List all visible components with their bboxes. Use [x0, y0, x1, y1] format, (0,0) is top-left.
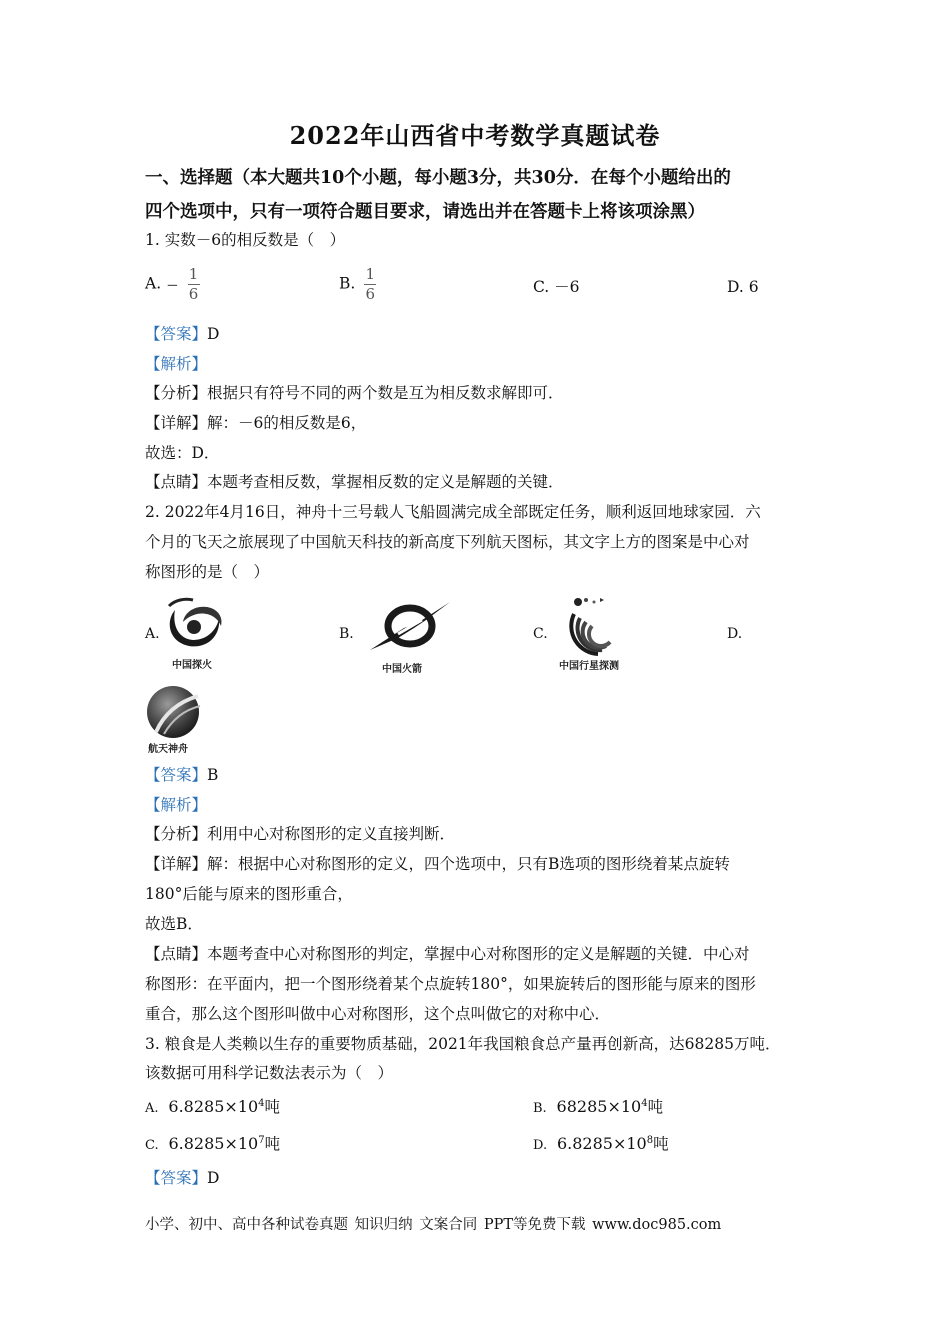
q1-option-c: C. －6: [533, 278, 580, 296]
shenzhou-logo-icon: [144, 684, 202, 744]
q1-detail-text: 解：－6的相反数是6，: [207, 414, 367, 432]
q3-option-a-exponent: 4: [258, 1097, 265, 1109]
q1-answer-value: D: [207, 325, 220, 343]
q3-option-a-mantissa: 6.8285×10: [168, 1097, 259, 1116]
q1-analysis-text: 根据只有符号不同的两个数是互为相反数求解即可．: [207, 384, 564, 402]
q2-analysis-text: 利用中心对称图形的定义直接判断．: [207, 825, 456, 843]
q3-option-b: [533, 1097, 663, 1119]
china-rocket-logo-icon: [368, 598, 452, 660]
page-title: 2022年山西省中考数学真题试卷: [289, 121, 661, 150]
q2-comment-line1: [145, 944, 750, 964]
q2-detail-line2: 180°后能与原来的图形重合，: [145, 885, 353, 903]
q2-stem-line1: 2. 2022年4月16日，神舟十三号载人飞船圆满完成全部既定任务，顺利返回地球家园．六: [145, 503, 761, 521]
q2-option-b-label: B.: [339, 626, 354, 642]
q1-detail: [145, 413, 366, 433]
q2-option-d-caption: 航天神舟: [148, 744, 188, 755]
page-footer: 小学、初中、高中各种试卷真题 知识归纳 文案合同 PPT等免费下载 www.doc985.com: [145, 1217, 722, 1233]
q2-comment-line2: 称图形：在平面内，把一个图形绕着某个点旋转180°，如果旋转后的图形能与原来的图形: [145, 975, 756, 993]
q3-option-d: [533, 1134, 669, 1156]
q3-option-b-exponent: 4: [641, 1097, 648, 1109]
q2-detail-line1: [145, 854, 730, 874]
analysis-tag: 【分析】: [145, 384, 208, 402]
section-heading-line1: 一、选择题（本大题共10个小题，每小题3分，共30分．在每个小题给出的: [145, 168, 731, 188]
q1-analysis: [145, 383, 564, 403]
china-planet-exploration-logo-icon: [564, 594, 628, 660]
q3-option-a: [145, 1097, 280, 1119]
q3-option-a-unit: 吨: [264, 1098, 281, 1116]
q1-option-b-label: B.: [339, 274, 356, 293]
q1-option-b-numerator: 1: [365, 265, 376, 283]
q1-answer: [145, 324, 219, 344]
q2-answer-value: B: [207, 766, 219, 784]
q1-option-a-numerator: 1: [188, 265, 199, 283]
q2-option-c-caption: 中国行星探测: [559, 661, 619, 672]
q3-option-d-label: D.: [533, 1138, 548, 1153]
q3-option-d-exponent: 8: [646, 1134, 654, 1146]
q1-option-a-denominator: 6: [188, 285, 199, 303]
q1-comment: [145, 472, 564, 492]
q3-option-c-label: C.: [145, 1138, 159, 1153]
answer-tag: 【答案】: [145, 325, 208, 343]
q3-answer: [145, 1168, 219, 1188]
q1-option-a: [145, 266, 200, 303]
q2-stem-line3: 称图形的是（ ）: [145, 563, 270, 581]
q1-option-b-fraction: [364, 266, 376, 303]
q3-option-b-unit: 吨: [647, 1098, 664, 1116]
q3-option-b-label: B.: [533, 1101, 547, 1116]
q2-stem-line2: 个月的飞天之旅展现了中国航天科技的新高度下列航天图标，其文字上方的图案是中心对: [145, 533, 750, 551]
q3-option-d-mantissa: 6.8285×10: [556, 1134, 647, 1153]
q2-option-a-caption: 中国探火: [172, 660, 212, 671]
q1-analysis-head: [145, 354, 207, 374]
q3-option-d-unit: 吨: [653, 1135, 669, 1153]
section-heading-line2: 四个选项中，只有一项符合题目要求，请选出并在答题卡上将该项涂黑）: [145, 202, 705, 222]
q1-option-b: [339, 266, 376, 303]
q2-detail-text: 解：根据中心对称图形的定义，四个选项中，只有B选项的图形绕着某点旋转: [207, 855, 730, 873]
q2-choose: 故选B．: [145, 915, 203, 933]
china-mars-logo-icon: [163, 596, 227, 658]
analysis-tag: 【分析】: [145, 825, 208, 843]
analysis-head-tag: 【解析】: [145, 796, 208, 814]
q3-option-c-mantissa: 6.8285×10: [168, 1134, 259, 1153]
analysis-head-tag: 【解析】: [145, 355, 208, 373]
q1-option-d: D. 6: [727, 278, 759, 296]
q3-answer-value: D: [207, 1169, 220, 1187]
q3-option-c-unit: 吨: [264, 1135, 281, 1153]
q1-stem: 1. 实数－6的相反数是（ ）: [145, 231, 346, 249]
answer-tag: 【答案】: [145, 1169, 208, 1187]
q2-answer: [145, 765, 218, 785]
q2-comment-line3: 重合，那么这个图形叫做中心对称图形，这个点叫做它的对称中心．: [145, 1005, 611, 1023]
q2-option-a-label: A.: [145, 626, 160, 642]
q3-option-b-mantissa: 68285×10: [556, 1097, 642, 1116]
q2-analysis-head: [145, 795, 207, 815]
q3-option-c: [145, 1134, 280, 1156]
q2-option-c-label: C.: [533, 626, 548, 642]
comment-tag: 【点睛】: [145, 945, 208, 963]
q1-option-a-sign: −: [166, 275, 179, 294]
q1-option-a-fraction: [188, 266, 200, 303]
comment-tag: 【点睛】: [145, 473, 208, 491]
q1-choose: 故选：D．: [145, 444, 220, 462]
q3-option-a-label: A.: [145, 1101, 159, 1116]
q3-stem-line2: 该数据可用科学记数法表示为（ ）: [145, 1064, 394, 1082]
detail-tag: 【详解】: [145, 855, 208, 873]
detail-tag: 【详解】: [145, 414, 208, 432]
answer-tag: 【答案】: [145, 766, 208, 784]
q2-option-b-caption: 中国火箭: [382, 664, 422, 675]
q1-option-a-label: A.: [145, 274, 162, 293]
q1-option-b-denominator: 6: [365, 285, 376, 303]
q1-comment-text: 本题考查相反数，掌握相反数的定义是解题的关键．: [207, 473, 564, 491]
q2-option-d-label: D.: [727, 626, 743, 642]
q2-analysis: [145, 824, 455, 844]
q3-stem-line1: 3. 粮食是人类赖以生存的重要物质基础，2021年我国粮食总产量再创新高，达68285万吨．: [145, 1035, 781, 1053]
q3-option-c-exponent: 7: [258, 1134, 265, 1146]
q2-comment-text: 本题考查中心对称图形的判定，掌握中心对称图形的定义是解题的关键．中心对: [207, 945, 750, 963]
